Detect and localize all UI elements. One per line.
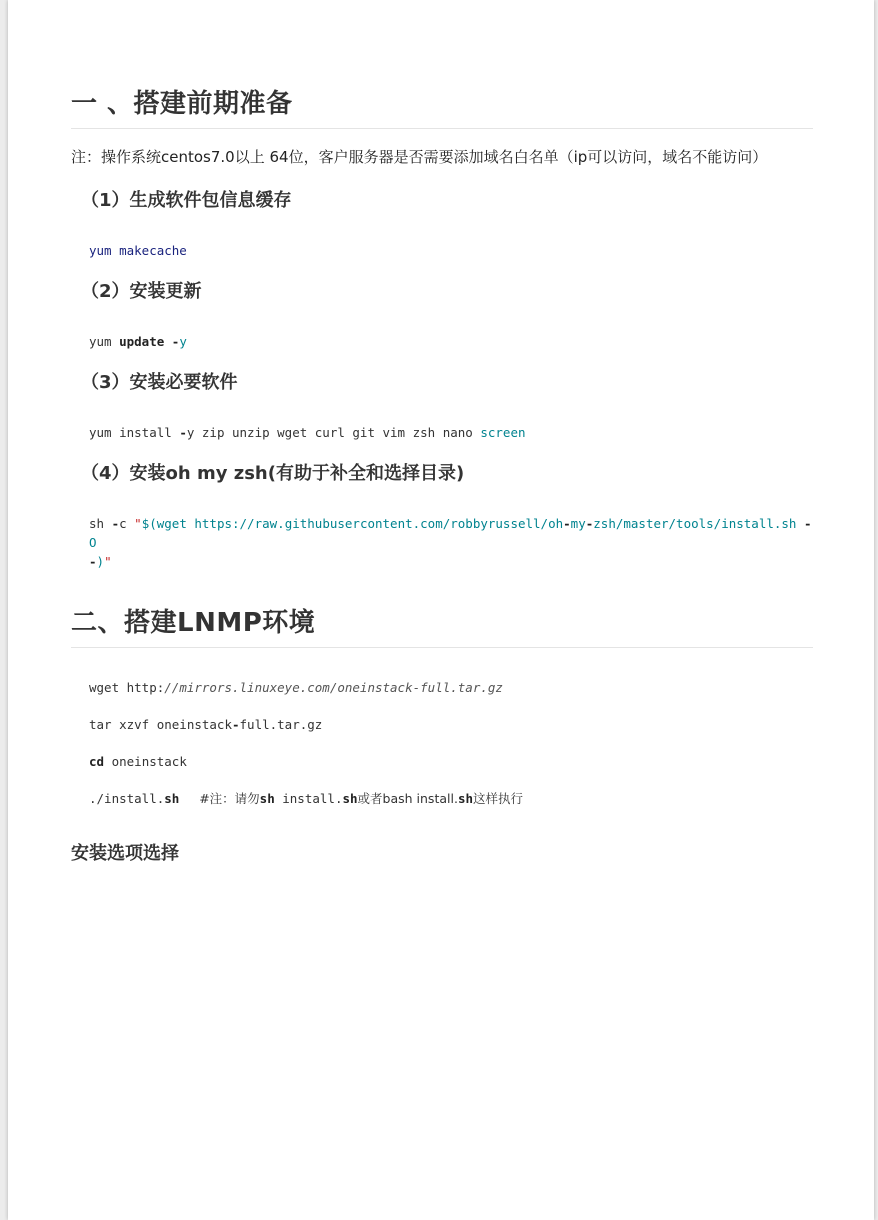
code-keyword: sh [342,791,358,806]
code-operator: - [111,516,120,531]
code-oh-my-zsh [89,514,813,571]
section-title-preparation: 一 、搭建前期准备 [71,86,813,129]
code-update [89,332,813,351]
code-keyword: update [119,334,165,349]
code-string: O [89,535,97,550]
code-line-cd [89,752,813,771]
step-heading-update: （2）安装更新 [81,281,202,302]
code-text: install. [274,791,343,806]
code-operator: - [164,334,180,349]
code-string: ) [96,554,105,569]
code-string: $(wget https://raw.githubusercontent.com/robbyrussell/oh [141,516,564,531]
code-operator: - [563,516,571,531]
code-operator: - [179,425,187,440]
code-text: ./install. [89,791,165,806]
code-text: wget http: [89,680,165,695]
code-string: zsh/master/tools/install.sh [593,516,804,531]
code-quote: " [134,516,142,531]
code-operator: - [89,554,97,569]
code-comment: //mirrors.linuxeye.com/oneinstack-full.tar.gz [164,680,503,695]
code-comment: 这样执行 [473,791,524,806]
code-text: c [119,516,135,531]
step-heading-makecache: （1）生成软件包信息缓存 [81,190,292,211]
code-comment: 或者bash install. [357,791,458,806]
code-text: yum makecache [89,243,187,258]
code-text: tar xzvf oneinstack [89,717,232,732]
code-text: sh [89,516,112,531]
code-keyword: sh [164,791,180,806]
code-quote: " [104,554,112,569]
code-line-wget [89,678,813,697]
code-line-install [89,789,813,808]
code-keyword: screen [480,425,526,440]
section-title-lnmp: 二、搭建LNMP环境 [71,605,813,648]
document-page [8,0,874,1220]
code-text: yum [89,334,120,349]
code-comment: #注：请勿 [179,791,260,806]
step-heading-oh-my-zsh: （4）安装oh my zsh(有助于补全和选择目录) [81,463,465,484]
code-operator: - [803,516,812,531]
document-content [71,86,813,868]
code-operator: - [585,516,594,531]
code-keyword: cd [89,754,105,769]
code-flag: y [179,334,187,349]
code-text: oneinstack [104,754,187,769]
code-text: full.tar.gz [239,717,323,732]
step-heading-install-software: （3）安装必要软件 [81,372,238,393]
code-keyword: sh [259,791,275,806]
code-string: my [570,516,586,531]
code-operator: - [232,717,240,732]
code-install-software [89,423,813,442]
code-keyword: sh [457,791,473,806]
requirements-note: 注：操作系统centos7.0以上 64位，客户服务器是否需要添加域名白名单（ip可以访问，域名不能访问） [71,148,768,166]
code-makecache [89,241,813,260]
code-text: y zip unzip wget curl git vim zsh nano [186,425,481,440]
code-lnmp-install [89,678,813,808]
subheading-install-options: 安装选项选择 [71,843,179,864]
code-text: yum install [89,425,180,440]
code-line-tar [89,715,813,734]
